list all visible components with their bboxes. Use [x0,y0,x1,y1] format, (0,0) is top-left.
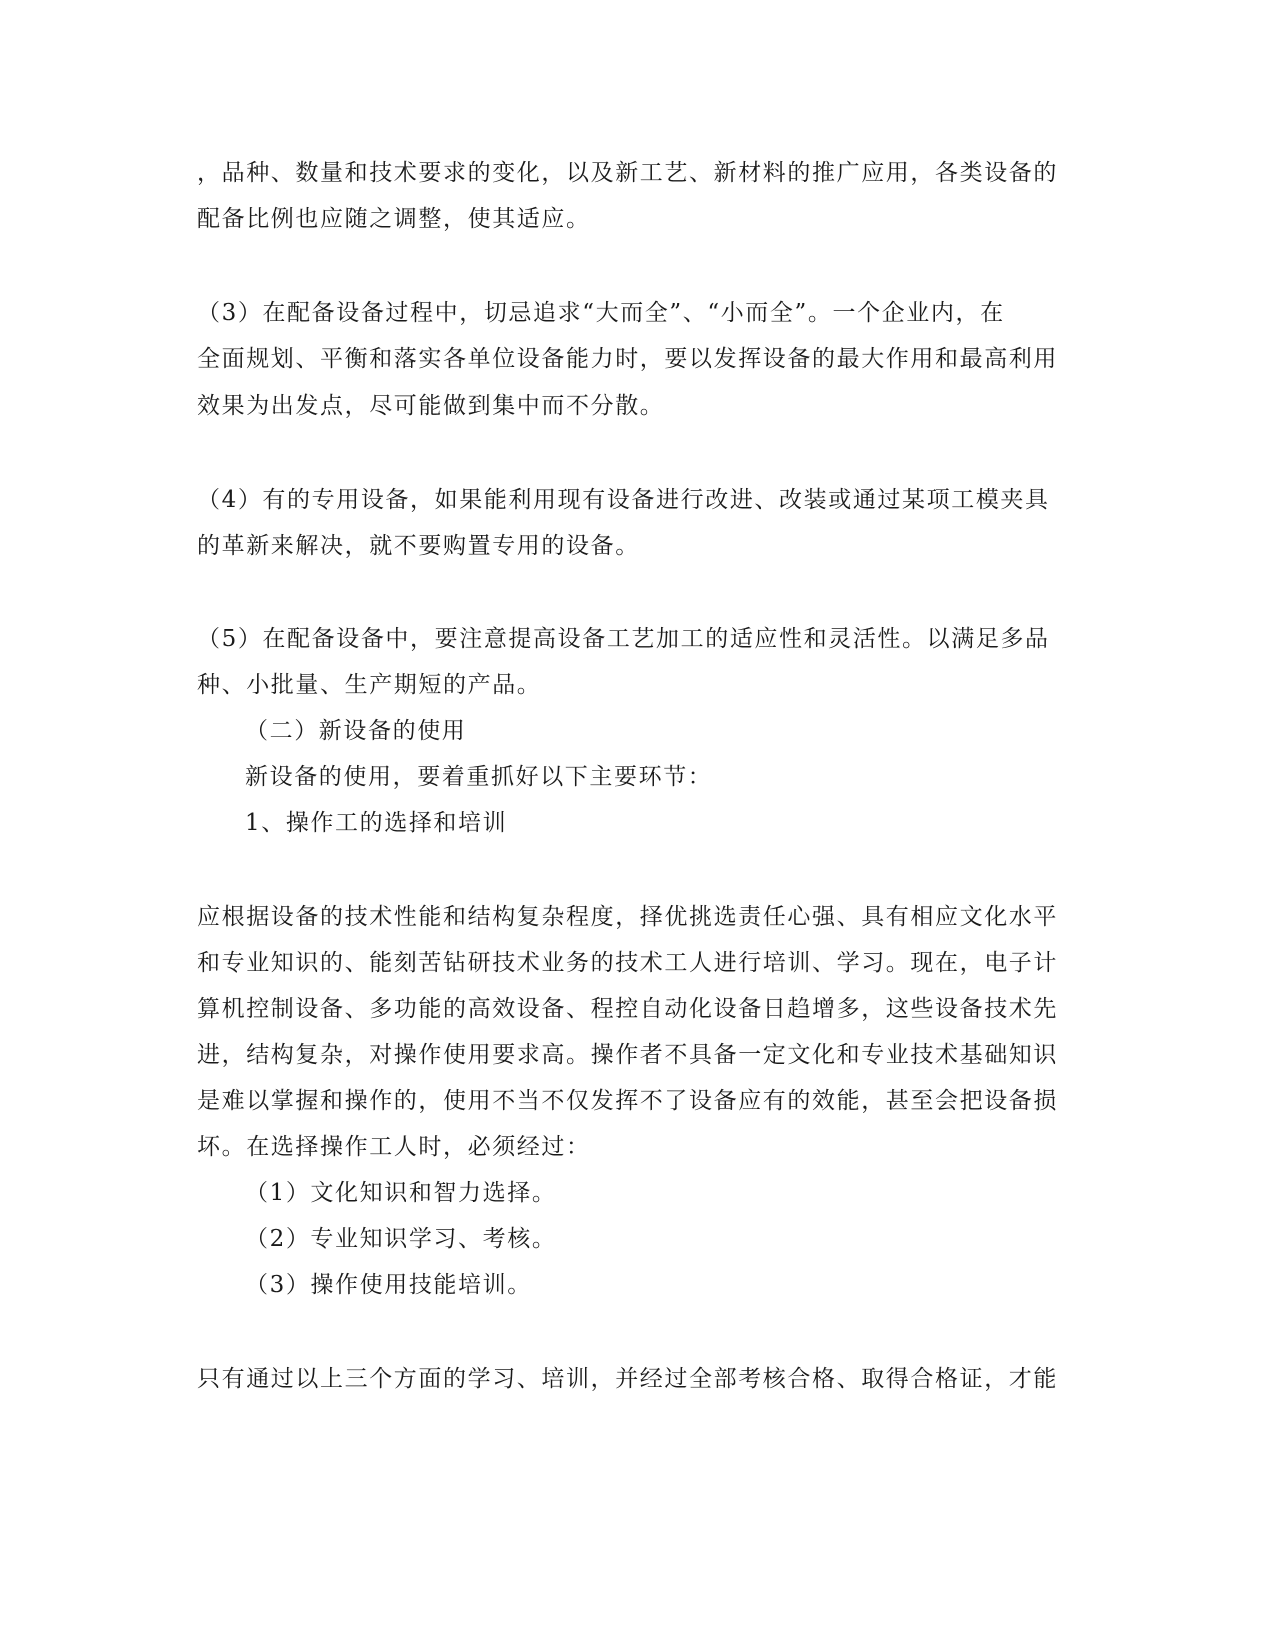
text-line: 的革新来解决，就不要购置专用的设备。 [197,533,640,559]
text-line: ，品种、数量和技术要求的变化，以及新工艺、新材料的推广应用，各类设备的 [197,160,1058,186]
text-line: 全面规划、平衡和落实各单位设备能力时，要以发挥设备的最大作用和最高利用 [197,346,1058,372]
subsection-heading: 1、操作工的选择和培训 [245,810,508,836]
list-item: （1）文化知识和智力选择。 [245,1180,557,1206]
text-line: 效果为出发点，尽可能做到集中而不分散。 [197,393,665,419]
text-line: 是难以掌握和操作的，使用不当不仅发挥不了设备应有的效能，甚至会把设备损 [197,1088,1058,1114]
text-line: （5）在配备设备中，要注意提高设备工艺加工的适应性和灵活性。以满足多品 [197,626,1050,652]
list-item: （3）操作使用技能培训。 [245,1272,532,1298]
text-line: 配备比例也应随之调整，使其适应。 [197,206,591,232]
text-line: 进，结构复杂，对操作使用要求高。操作者不具备一定文化和专业技术基础知识 [197,1042,1058,1068]
section-heading: （二）新设备的使用 [245,718,467,744]
text-line: （3）在配备设备过程中，切忌追求“大而全”、“小而全”。一个企业内，在 [197,300,1005,326]
text-line: （4）有的专用设备，如果能利用现有设备进行改进、改装或通过某项工模夹具 [197,487,1050,513]
text-line: 应根据设备的技术性能和结构复杂程度，择优挑选责任心强、具有相应文化水平 [197,904,1058,930]
text-line: 和专业知识的、能刻苦钻研技术业务的技术工人进行培训、学习。现在，电子计 [197,950,1058,976]
text-line: 算机控制设备、多功能的高效设备、程控自动化设备日趋增多，这些设备技术先 [197,996,1058,1022]
text-line: 种、小批量、生产期短的产品。 [197,672,542,698]
list-item: （2）专业知识学习、考核。 [245,1226,557,1252]
text-line: 新设备的使用，要着重抓好以下主要环节： [245,764,713,790]
text-line: 只有通过以上三个方面的学习、培训，并经过全部考核合格、取得合格证，才能 [197,1366,1058,1392]
text-line: 坏。在选择操作工人时，必须经过： [197,1134,591,1160]
